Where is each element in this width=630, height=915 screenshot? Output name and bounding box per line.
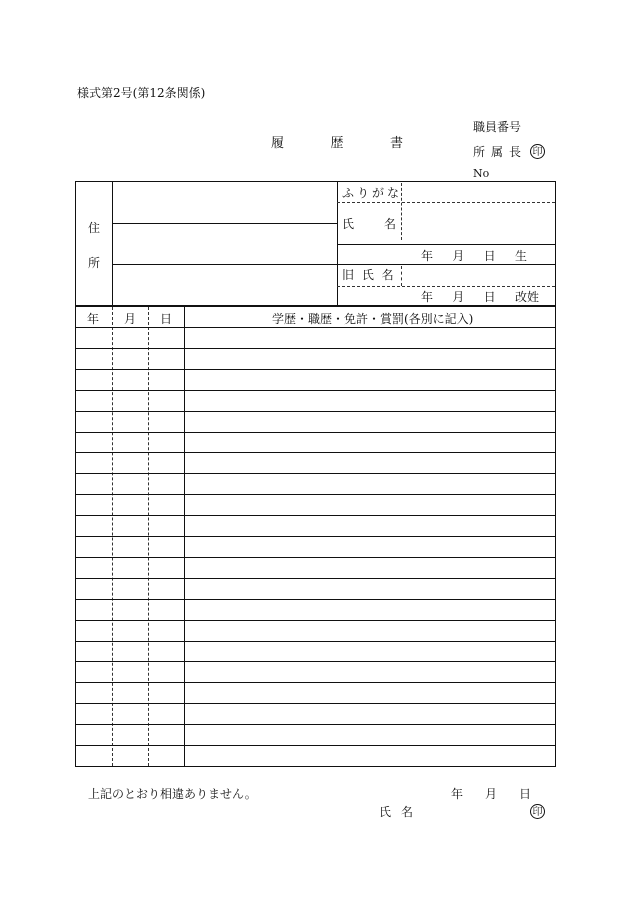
year-cell[interactable] [76,683,112,703]
year-cell[interactable] [76,704,112,724]
name-change-char: 年 [421,290,434,304]
no-label: No [473,167,490,180]
year-cell[interactable] [76,725,112,745]
name-label-char: 氏 [342,217,355,231]
declaration-text: 上記のとおり相違ありません。 [88,787,257,801]
description-cell[interactable] [185,621,555,641]
former-name-label: 旧 氏 名 [342,268,396,282]
birth-date-char: 生 [514,249,527,263]
year-cell[interactable] [76,370,112,390]
month-cell[interactable] [113,495,148,515]
day-cell[interactable] [149,579,184,599]
day-cell[interactable] [149,516,184,536]
name-label [342,217,396,231]
day-cell[interactable] [149,537,184,557]
signature-name-char: 名 [400,805,413,819]
month-cell[interactable] [113,349,148,369]
month-cell[interactable] [113,746,148,766]
year-cell[interactable] [76,600,112,620]
affiliation-head-char: 属 [490,145,503,159]
birth-date-char: 年 [421,249,434,263]
title-char: 履 [271,136,285,151]
day-cell[interactable] [149,662,184,682]
birth-date-char: 月 [452,249,465,263]
name-change-char: 改姓 [514,290,539,304]
description-cell[interactable] [185,537,555,557]
year-cell[interactable] [76,412,112,432]
header-month: 月 [124,312,137,326]
name-change-label [421,290,539,304]
former-name-underline [337,286,555,287]
address-input-1[interactable] [113,182,337,223]
address-label-bottom: 所 [88,256,101,270]
declaration-date-char: 年 [451,787,464,801]
declaration-date-char: 月 [484,787,497,801]
year-cell[interactable] [76,621,112,641]
month-cell[interactable] [113,453,148,473]
description-cell[interactable] [185,516,555,536]
description-cell[interactable] [185,412,555,432]
former-name-divider [401,266,402,286]
employee-number-label: 職員番号 [473,120,522,134]
day-cell[interactable] [149,349,184,369]
header-year: 年 [87,312,100,326]
month-cell[interactable] [113,621,148,641]
month-cell[interactable] [113,433,148,453]
day-cell[interactable] [149,391,184,411]
row-line [75,766,556,767]
year-cell[interactable] [76,642,112,662]
former-name-input[interactable] [403,266,555,286]
day-cell[interactable] [149,328,184,348]
month-cell[interactable] [113,600,148,620]
furigana-label: ふりがな [342,186,403,200]
affiliation-head-char: 長 [508,145,521,159]
day-cell[interactable] [149,474,184,494]
description-cell[interactable] [185,370,555,390]
month-cell[interactable] [113,370,148,390]
birth-date-char: 日 [483,249,496,263]
document-title [271,136,403,151]
description-cell[interactable] [185,642,555,662]
seal-mark-icon: 印 [530,144,545,159]
declaration-date-char: 日 [518,787,531,801]
year-cell[interactable] [76,495,112,515]
year-cell[interactable] [76,349,112,369]
name-input[interactable] [403,204,555,244]
furigana-underline [337,202,555,203]
month-cell[interactable] [113,558,148,578]
description-cell[interactable] [185,433,555,453]
description-cell[interactable] [185,662,555,682]
description-cell[interactable] [185,349,555,369]
month-cell[interactable] [113,704,148,724]
description-cell[interactable] [185,725,555,745]
birthdate-bottom-line [337,264,555,265]
year-cell[interactable] [76,558,112,578]
day-cell[interactable] [149,746,184,766]
signature-seal-icon: 印 [530,804,545,819]
box-right-border [555,181,556,305]
month-cell[interactable] [113,662,148,682]
year-cell[interactable] [76,662,112,682]
year-cell[interactable] [76,328,112,348]
description-cell[interactable] [185,600,555,620]
day-cell[interactable] [149,495,184,515]
name-change-char: 日 [483,290,496,304]
description-cell[interactable] [185,391,555,411]
birth-date-label [421,249,527,263]
year-cell[interactable] [76,474,112,494]
year-cell[interactable] [76,516,112,536]
month-cell[interactable] [113,537,148,557]
month-cell[interactable] [113,412,148,432]
description-cell[interactable] [185,453,555,473]
month-cell[interactable] [113,474,148,494]
signature-name-char: 氏 [379,805,392,819]
affiliation-head-char: 所 [473,145,486,159]
year-cell[interactable] [76,579,112,599]
day-cell[interactable] [149,600,184,620]
day-cell[interactable] [149,683,184,703]
address-input-2[interactable] [113,224,337,264]
description-cell[interactable] [185,474,555,494]
title-char: 書 [389,136,403,151]
month-cell[interactable] [113,328,148,348]
day-cell[interactable] [149,725,184,745]
month-cell[interactable] [113,683,148,703]
affiliation-head-label [473,145,521,159]
address-input-3[interactable] [113,265,337,305]
description-cell[interactable] [185,746,555,766]
month-cell[interactable] [113,516,148,536]
description-cell[interactable] [185,495,555,515]
box-left-border [75,181,76,305]
day-cell[interactable] [149,453,184,473]
title-char: 歴 [330,136,344,151]
month-cell[interactable] [113,579,148,599]
name-label-char: 名 [383,217,396,231]
month-cell[interactable] [113,642,148,662]
day-cell[interactable] [149,433,184,453]
description-cell[interactable] [185,683,555,703]
year-cell[interactable] [76,433,112,453]
address-label-top: 住 [88,221,101,235]
furigana-input[interactable] [403,183,555,202]
day-cell[interactable] [149,642,184,662]
description-cell[interactable] [185,558,555,578]
declaration-date [451,787,531,801]
year-cell[interactable] [76,391,112,411]
name-bottom-line [337,244,555,245]
name-change-char: 月 [452,290,465,304]
day-cell[interactable] [149,558,184,578]
day-cell[interactable] [149,412,184,432]
description-cell[interactable] [185,704,555,724]
year-cell[interactable] [76,746,112,766]
day-cell[interactable] [149,621,184,641]
month-cell[interactable] [113,725,148,745]
day-cell[interactable] [149,370,184,390]
day-cell[interactable] [149,704,184,724]
description-cell[interactable] [185,579,555,599]
year-cell[interactable] [76,537,112,557]
month-cell[interactable] [113,391,148,411]
year-cell[interactable] [76,453,112,473]
description-cell[interactable] [185,328,555,348]
form-number: 様式第2号(第12条関係) [77,86,206,100]
signature-name-input[interactable] [418,802,526,820]
header-description: 学歴・職歴・免許・賞罰(各別に記入) [272,312,474,326]
header-day: 日 [160,312,173,326]
signature-name-label [379,805,413,819]
